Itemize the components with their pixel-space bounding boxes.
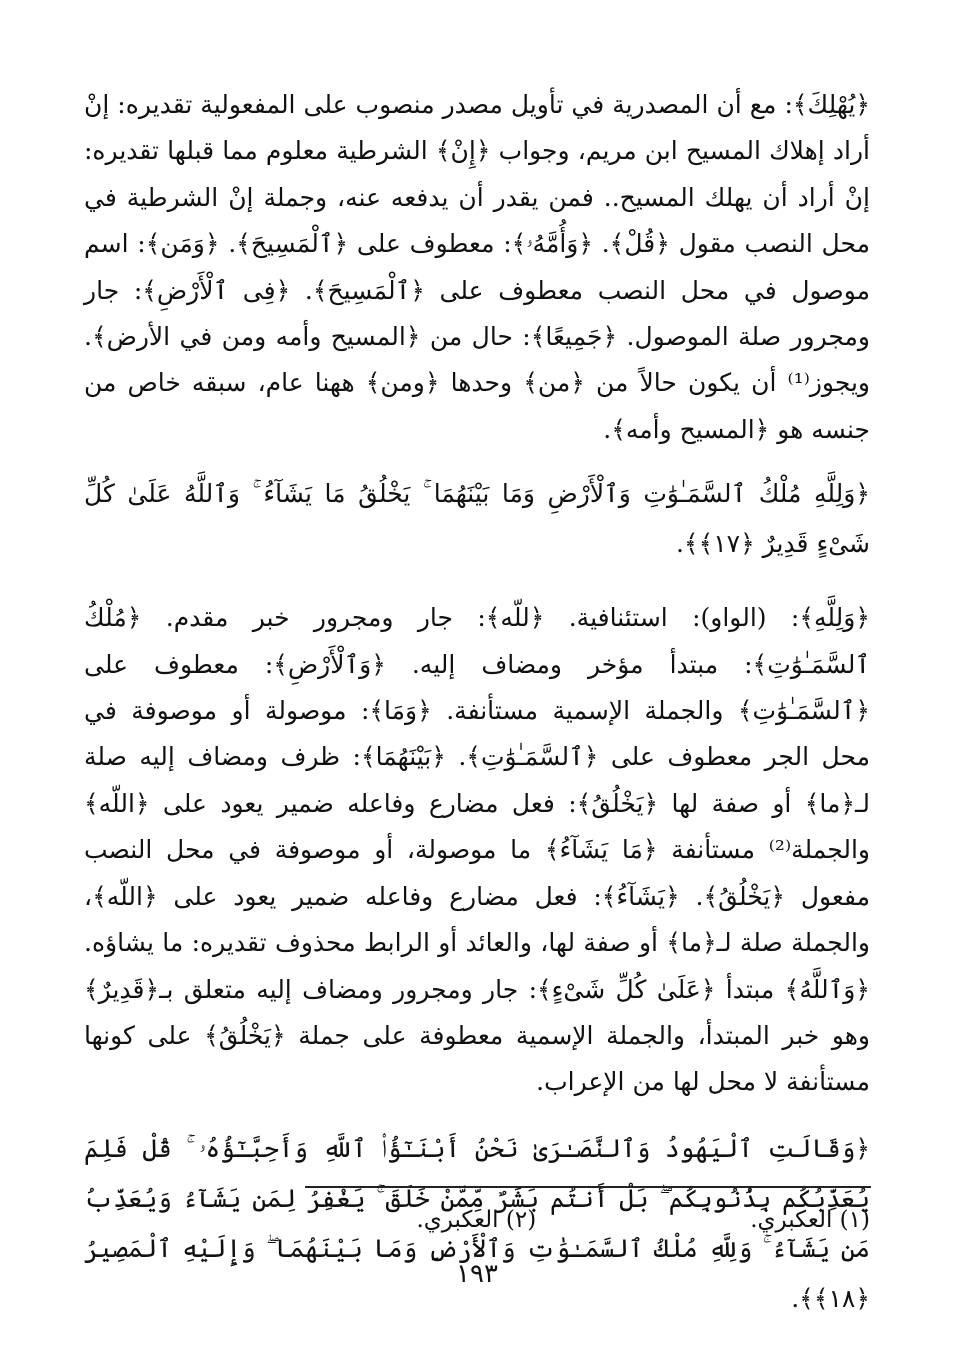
commentary-paragraph-1: ﴿يُهْلِكَ﴾: مع أن المصدرية في تأويل مصدر منصوب على المفعولية تقديره: إنْ أراد إهلاك المسيح ابن مريم، وجواب ﴿إِنْ﴾ الشرطية معلوم مما قبلها تقديره: إنْ أراد أن يهلك المسيح.. فمن يقدر أن يدفعه عنه، وجملة إنْ الشرطية في محل النصب مقول ﴿قُلْ﴾. ﴿وَأُمَّهُۥ﴾: معطوف على ﴿ٱلْمَسِيحَ﴾. ﴿وَمَن﴾: اسم موصول في محل النصب معطوف على ﴿ٱلْمَسِيحَ﴾. ﴿فِى ٱلْأَرْضِ﴾: جار ومجرور صلة الموصول. ﴿جَمِيعًا﴾: حال من ﴿المسيح وأمه ومن في الأرض﴾. ويجوز⁽¹⁾ أن يكون حالاً من ﴿من﴾ وحدها ﴿ومن﴾ ههنا عام، سبقه خاص من جنسه هو ﴿المسيح وأمه﴾.	[84, 90, 870, 444]
commentary-paragraph-2: ﴿وَلِلَّهِ﴾: (الواو): استئنافية. ﴿للّه﴾: جار ومجرور خبر مقدم. ﴿مُلْكُ ٱلسَّمَـٰوَٰتِ﴾: مبتدأ مؤخر ومضاف إليه. ﴿وَٱلْأَرْضِ﴾: معطوف على ﴿ٱلسَّمَـٰوَٰتِ﴾ والجملة الإسمية مستأنفة. ﴿وَمَا﴾: موصولة أو موصوفة في محل الجر معطوف على ﴿ٱلسَّمَـٰوَٰتِ﴾. ﴿بَيْنَهُمَا﴾: ظرف ومضاف إليه صلة لـ﴿ما﴾ أو صفة لها ﴿يَخْلُقُ﴾: فعل مضارع وفاعله ضمير يعود على ﴿اللّه﴾ والجملة⁽²⁾ مستأنفة ﴿مَا يَشَآءُ﴾ ما موصولة، أو موصوفة في محل النصب مفعول ﴿يَخْلُقُ﴾. ﴿يَشَآءُ﴾: فعل مضارع وفاعله ضمير يعود على ﴿اللّه﴾، والجملة صلة لـ﴿ما﴾ أو صفة لها، والعائد أو الرابط محذوف تقديره: ما يشاؤه. ﴿وَٱللَّهُ﴾ مبتدأ ﴿عَلَىٰ كُلِّ شَىْءٍ﴾: جار ومجرور ومضاف إليه متعلق بـ﴿قَدِيرٌ﴾ وهو خبر المبتدأ، والجملة الإسمية معطوفة على جملة ﴿يَخْلُقُ﴾ على كونها مستأنفة لا محل لها من الإعراب.	[84, 603, 870, 1097]
footnote-divider	[305, 1186, 871, 1188]
footnotes	[84, 1203, 870, 1237]
footnote-1: (١) العكبري.	[750, 1207, 870, 1233]
quran-verse-18: ﴿وَقَالَتِ ٱلْيَهُودُ وَٱلنَّصَـٰرَىٰ نَحْنُ أَبْنَـٰٓؤُا۟ ٱللَّهِ وَأَحِبَّـٰٓؤُهُۥ ۚ قُلْ فَلِمَ يُعَذِّبُكُم بِذُنُوبِكُم ۖ بَلْ أَنتُم بَشَرٌ مِّمَّنْ خَلَقَ ۚ يَغْفِرُ لِمَن يَشَآءُ وَيُعَذِّبُ مَن يَشَآءُ ۚ وَلِلَّهِ مُلْكُ ٱلسَّمَـٰوَٰتِ وَٱلْأَرْضِ وَمَا بَيْنَهُمَا ۖ وَإِلَيْهِ ٱلْمَصِيرُ ﴿١٨﴾﴾.	[84, 1133, 870, 1313]
footnote-2: (٢) العكبري.	[416, 1207, 537, 1233]
quran-verse-17: ﴿وَلِلَّهِ مُلْكُ ٱلسَّمَـٰوَٰتِ وَٱلْأَرْضِ وَمَا بَيْنَهُمَا ۚ يَخْلُقُ مَا يَشَآءُ ۚ وَٱللَّهُ عَلَىٰ كُلِّ شَىْءٍ قَدِيرٌ ﴿١٧﴾﴾.	[84, 479, 870, 559]
page-number: ١٩٣	[456, 1259, 498, 1289]
